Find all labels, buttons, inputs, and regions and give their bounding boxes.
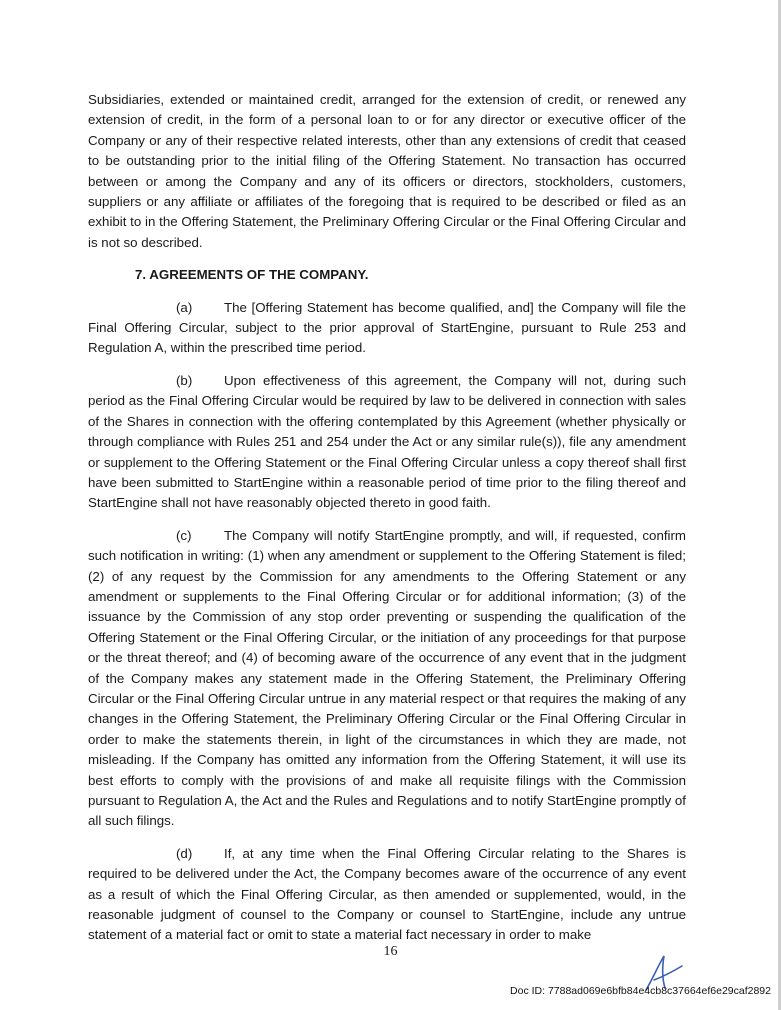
clause-a-marker: (a): [176, 299, 193, 315]
clause-a: [88, 298, 686, 359]
clause-b-text: Upon effectiveness of this agreement, the Company will not, during such period as the Final Offering Circular would be required by law to be delivered in connection with sales of the Shares in connection with the offering contemplated by this Agreement (whether physically or through compliance with Rules 251 and 254 under the Act or any similar rule(s)), file any amendment or supplement to the Offering Statement or the Final Offering Circular unless a copy thereof shall first have been submitted to StartEngine within a reasonable period of time prior to the filing thereof and StartEngine shall not have reasonably objected thereto in good faith.: [88, 372, 686, 511]
intro-paragraph: Subsidiaries, extended or maintained credit, arranged for the extension of credit, or renewed any extension of credit, in the form of a personal loan to or for any director or executive officer of the Company or any of their respective related interests, other than any extensions of credit that ceased to be outstanding prior to the initial filing of the Offering Statement. No transaction has occurred between or among the Company and any of its officers or directors, stockholders, customers, suppliers or any affiliate or affiliates of the foregoing that is required to be described or filed as an exhibit to in the Offering Statement, the Preliminary Offering Circular or the Final Offering Circular and is not so described.: [88, 92, 686, 250]
clause-a-text: The [Offering Statement has become qualified, and] the Company will file the Final Offering Circular, subject to the prior approval of StartEngine, pursuant to Rule 253 and Regulation A, within the prescribed time period.: [88, 299, 686, 356]
clause-d-marker: (d): [176, 845, 193, 861]
page-number: 16: [383, 944, 398, 959]
document-body: [88, 90, 686, 958]
clause-c-text: The Company will notify StartEngine promptly, and will, if requested, confirm such notification in writing: (1) when any amendment or supplement to the Offering Statement is filed; (2) of any request by the Commission for any amendments to the Offering Statement or any amendment or supplements to the Final Offering Circular or for additional information; (3) of the issuance by the Commission of any stop order preventing or suspending the qualification of the Offering Statement or the Final Offering Circular, or the initiation of any proceedings for that purpose or the threat thereof; and (4) of becoming aware of the occurrence of any event that in the judgment of the Company makes any statement made in the Offering Statement, the Preliminary Offering Circular or the Final Offering Circular untrue in any material respect or that requires the making of any changes in the Offering Statement, the Preliminary Offering Circular or the Final Offering Circular in order to make the statements therein, in light of the circumstances in which they are made, not misleading. If the Company has omitted any information from the Offering Statement, it will use its best efforts to comply with the provisions of and make all requisite filings with the Commission pursuant to Regulation A, the Act and the Rules and Regulations and to notify StartEngine promptly of all such filings.: [88, 527, 687, 829]
doc-id: Doc ID: 7788ad069e6bfb84e4cb8c37664ef6e29caf2892: [510, 985, 771, 997]
clause-c-marker: (c): [176, 527, 192, 543]
clause-b-marker: (b): [176, 372, 193, 388]
section-heading: 7. AGREEMENTS OF THE COMPANY.: [135, 267, 369, 283]
clause-d: [88, 844, 686, 946]
clause-d-text: If, at any time when the Final Offering Circular relating to the Shares is required to be delivered under the Act, the Company becomes aware of the occurrence of any event as a result of which the Final Offering Circular, as then amended or supplemented, would, in the reasonable judgment of counsel to the Company or counsel to StartEngine, include any untrue statement of a material fact or omit to state a material fact necessary in order to make: [88, 845, 686, 943]
clause-b: [88, 371, 686, 514]
clause-c: [88, 526, 686, 832]
